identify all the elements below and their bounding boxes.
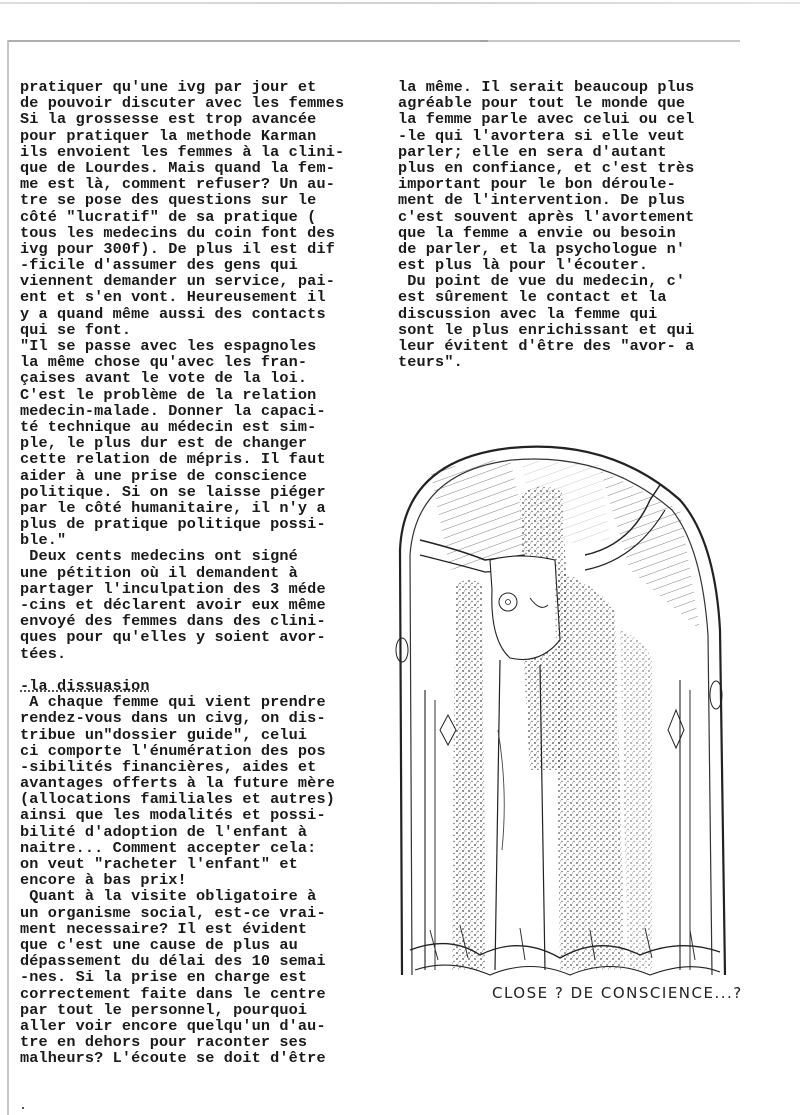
text-line: est sûrement le contact et la xyxy=(398,288,667,307)
text-line: on veut "racheter l'enfant" et xyxy=(20,855,298,873)
text-line: -le qui l'avortera si elle veut xyxy=(398,126,686,145)
text-line: aider à une prise de conscience xyxy=(20,466,308,485)
text-line: avantages offerts à la future mère xyxy=(20,774,335,793)
text-line: ivg pour 300f). De plus il est dif xyxy=(20,239,335,258)
text-line: la même chose qu'avec les fran- xyxy=(20,353,308,372)
text-line: Deux cents medecins ont signé xyxy=(20,547,298,566)
text-line: me est là, comment refuser? Un au- xyxy=(20,175,335,194)
text-line: Quant à la visite obligatoire à xyxy=(20,887,317,906)
text-line: ment necessaire? Il est évident xyxy=(20,919,308,938)
text-line: correctement faite dans le centre xyxy=(20,984,326,1003)
text-line: ment de l'intervention. De plus xyxy=(398,191,686,210)
text-line: "Il se passe avec les espagnoles xyxy=(20,337,317,355)
text-line: ainsi que les modalités et possi- xyxy=(20,806,326,825)
text-line: dépassement du délai des 10 semai xyxy=(20,952,326,971)
text-line: y a quand même aussi des contacts xyxy=(20,304,326,323)
text-line: tous les medecins du coin font des xyxy=(20,223,335,242)
text-line: Du point de vue du medecin, c' xyxy=(398,272,686,291)
illustration-caption: CLOSE ? DE CONSCIENCE...? xyxy=(492,984,743,1002)
text-line: par tout le personnel, pourquoi xyxy=(20,1000,308,1019)
text-line: que la femme a envie ou besoin xyxy=(398,223,676,242)
text-line: la même. Il serait beaucoup plus xyxy=(398,78,695,96)
text-line: tribue un"dossier guide", celui xyxy=(20,725,308,744)
text-line: tées. xyxy=(20,644,67,663)
text-line: c'est souvent après l'avortement xyxy=(398,207,695,226)
section-subheading: -la dissuasion xyxy=(20,676,150,695)
text-line: que c'est une cause de plus au xyxy=(20,935,298,954)
text-line: C'est le problème de la relation xyxy=(20,385,317,404)
text-line: ble." xyxy=(20,531,67,550)
text-line: une pétition où il demandent à xyxy=(20,563,298,582)
text-line: de parler, et la psychologue n' xyxy=(398,239,686,258)
text-line: que de Lourdes. Mais quand la fem- xyxy=(20,158,335,177)
text-line: plus de pratique politique possi- xyxy=(20,515,326,534)
text-line: bilité d'adoption de l'enfant à xyxy=(20,822,308,841)
text-line: discussion avec la femme qui xyxy=(398,304,658,323)
text-line: -sibilités financières, aides et xyxy=(20,757,317,776)
text-line: ple, le plus dur est de changer xyxy=(20,434,308,453)
woman-figure-illustration xyxy=(390,430,730,990)
text-line: envoyé des femmes dans des clini- xyxy=(20,612,326,631)
text-line: ques pour qu'elles y soient avor- xyxy=(20,628,326,647)
text-line: côté "lucratif" de sa pratique ( xyxy=(20,207,317,226)
text-line: qui se font. xyxy=(20,320,132,339)
text-line: par le côté humanitaire, il n'y a xyxy=(20,498,326,517)
text-line: sont le plus enrichissant et qui xyxy=(398,320,695,339)
text-line: A chaque femme qui vient prendre xyxy=(20,693,326,712)
scan-top-edge xyxy=(0,2,800,4)
text-line: teurs". xyxy=(398,353,463,372)
text-line: Si la grossesse est trop avancée xyxy=(20,110,317,129)
text-line: encore à bas prix! xyxy=(20,871,187,890)
text-line: plus en confiance, et c'est très xyxy=(398,158,695,177)
text-line: la femme parle avec celui ou cel xyxy=(398,110,695,129)
page-top-rule-right xyxy=(480,40,740,42)
text-line: ci comporte l'énumération des pos xyxy=(20,741,326,760)
text-line: aller voir encore quelqu'un d'au- xyxy=(20,1016,326,1035)
text-line: ent et s'en vont. Heureusement il xyxy=(20,288,326,307)
text-line: pour pratiquer la methode Karman xyxy=(20,126,317,145)
text-line: important pour le bon déroule- xyxy=(398,175,676,194)
text-line: tre en dehors pour raconter ses xyxy=(20,1033,308,1052)
text-line: malheurs? L'écoute se doit d'être xyxy=(20,1049,326,1068)
text-line: -ficile d'assumer des gens qui xyxy=(20,256,298,275)
text-line: rendez-vous dans un civg, on dis- xyxy=(20,709,326,728)
right-text-column xyxy=(398,79,694,370)
text-line: (allocations familiales et autres) xyxy=(20,790,335,809)
text-line: cette relation de mépris. Il faut xyxy=(20,450,326,469)
text-line: pratiquer qu'une ivg par jour et xyxy=(20,78,317,96)
text-line xyxy=(20,662,344,678)
page-top-rule xyxy=(8,40,488,42)
text-line: parler; elle en sera d'autant xyxy=(398,142,667,161)
left-text-column xyxy=(20,79,344,1066)
text-line: de pouvoir discuter avec les femmes xyxy=(20,94,345,113)
text-line: ils envoient les femmes à la clini- xyxy=(20,142,345,161)
scan-speck xyxy=(22,1107,24,1109)
text-line: té technique au médecin est sim- xyxy=(20,417,317,436)
text-line: viennent demander un service, pai- xyxy=(20,272,335,291)
text-line: politique. Si on se laisse piéger xyxy=(20,482,326,501)
text-line: leur évitent d'être des "avor- a xyxy=(398,337,695,355)
page-left-edge xyxy=(7,40,9,1115)
text-line: partager l'inculpation des 3 méde xyxy=(20,579,326,598)
text-line: naitre... Comment accepter cela: xyxy=(20,838,317,857)
text-line: est plus là pour l'écouter. xyxy=(398,256,649,275)
text-line: medecin-malade. Donner la capaci- xyxy=(20,401,326,420)
text-line: -nes. Si la prise en charge est xyxy=(20,968,308,987)
text-line: -cins et déclarent avoir eux même xyxy=(20,596,326,614)
text-line: çaises avant le vote de la loi. xyxy=(20,369,308,388)
text-line: agréable pour tout le monde que xyxy=(398,94,686,113)
text-line: tre se pose des questions sur le xyxy=(20,191,317,210)
text-line: un organisme social, est-ce vrai- xyxy=(20,903,326,922)
